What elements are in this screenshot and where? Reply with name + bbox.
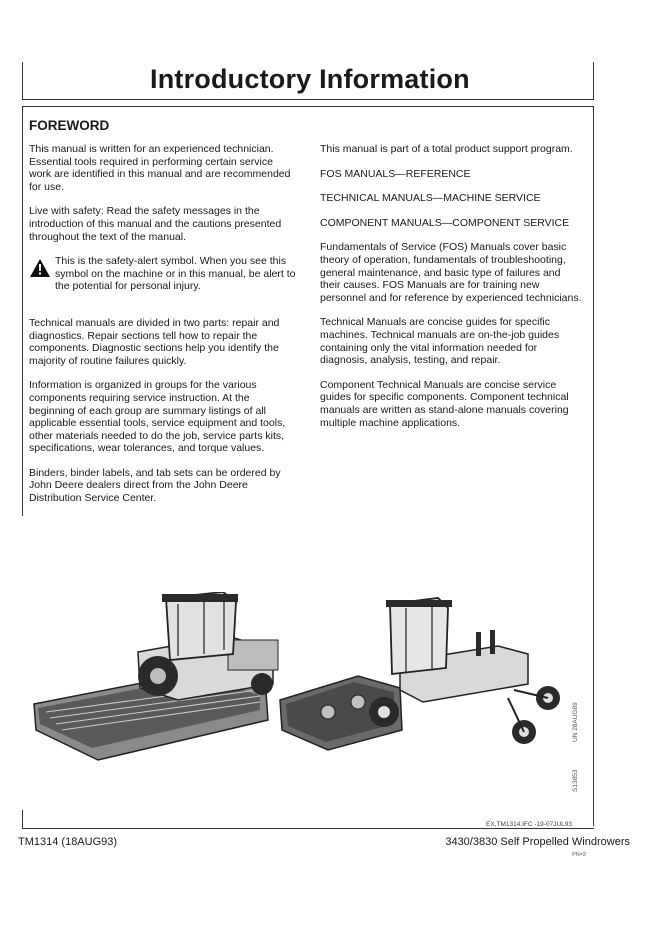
section-top-rule [22, 106, 594, 107]
page-title: Introductory Information [150, 64, 470, 94]
manual-type-line: TECHNICAL MANUALS—MACHINE SERVICE [320, 192, 541, 205]
figure-left-rule [22, 810, 23, 828]
paragraph: Binders, binder labels, and tab sets can be ordered by John Deere dealers direct from the John Deere Distribution Service Center. [29, 466, 281, 505]
windrower-illustration [28, 592, 588, 772]
figure-footer-code: EX,TM1314,IFC -19-07JUL93 [486, 821, 572, 828]
section-right-rule [593, 106, 594, 826]
section-left-rule [22, 106, 23, 516]
safety-alert-icon [29, 258, 51, 278]
manual-type-line: COMPONENT MANUALS—COMPONENT SERVICE [320, 216, 570, 229]
safety-alert-block [29, 255, 297, 305]
frame-right-rule [593, 62, 594, 100]
safety-alert-text: This is the safety-alert symbol. When you see this symbol on the machine or in this manual, be alert to the potential for personal injury. [55, 255, 296, 293]
paragraph: Technical Manuals are concise guides for specific machines. Technical manuals are on-the-job guides containing only the vital information needed for diagnosis, analysis, testing, and repair. [320, 316, 560, 367]
section-heading: FOREWORD [29, 118, 110, 133]
paragraph: Component Technical Manuals are concise service guides for specific components. Component technical manuals are written as stand-alone manuals covering multiple machine applications. [320, 378, 569, 429]
paragraph: This manual is part of a total product support program. [320, 143, 573, 155]
left-column [29, 143, 297, 517]
figure-side-code: S13853 [572, 769, 579, 792]
footer-manual-id: TM1314 (18AUG93) [18, 836, 118, 848]
windrower-right [280, 598, 560, 750]
windrower-left [34, 592, 278, 760]
figure-side-code: UN 28AUG89 [572, 702, 579, 742]
footer-page-code: PN=2 [572, 852, 586, 858]
figure-bottom-rule [22, 828, 594, 829]
paragraph: This manual is written for an experienced technician. Essential tools required in performing certain service work are identified in this manual and are recommended for use. [29, 143, 291, 193]
paragraph: Fundamentals of Service (FOS) Manuals cover basic theory of operation, fundamentals of troubleshooting, general maintenance, and basic type of failures and their causes. FOS Manuals are for training new personnel and for reference by experienced technicians. [320, 241, 582, 304]
right-column [320, 143, 582, 441]
frame-left-rule [22, 62, 23, 100]
paragraph: Technical manuals are divided in two parts: repair and diagnostics. Repair sections tell how to repair the components. Diagnostic sections help you identify the majority of routine failures quickly. [29, 316, 280, 367]
paragraph: Information is organized in groups for the various components requiring service instruction. At the beginning of each group are summary listings of all applicable essential tools, service equipment and tools, other materials needed to do the job, service parts kits, specifications, wear tolerances, and torque values. [29, 379, 286, 455]
title-underline [22, 99, 594, 100]
footer-product-name: 3430/3830 Self Propelled Windrowers [445, 836, 630, 848]
manual-type-line: FOS MANUALS—REFERENCE [320, 167, 471, 180]
paragraph: Live with safety: Read the safety messages in the introduction of this manual and the cautions presented throughout the text of the manual. [29, 205, 282, 243]
